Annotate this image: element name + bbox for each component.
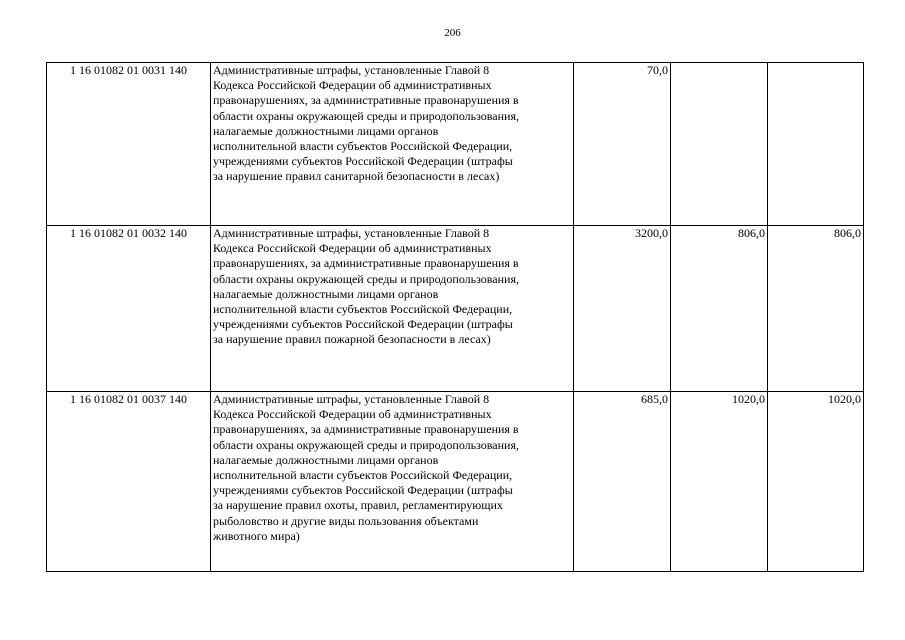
description-line: правонарушениях, за административные правонарушения в	[213, 422, 519, 437]
description-cell	[211, 226, 574, 392]
description-line: Кодекса Российской Федерации об административных	[213, 407, 492, 422]
description-cell	[211, 392, 574, 572]
description-line: за нарушение правил охоты, правил, регламентирующих	[213, 498, 503, 513]
value-cell-2: 1020,0	[671, 392, 768, 572]
description-line: исполнительной власти субъектов Российской Федерации,	[213, 139, 513, 154]
description-line: налагаемые должностными лицами органов	[213, 123, 439, 138]
budget-code-cell: 1 16 01082 01 0037 140	[47, 392, 211, 572]
description-line: налагаемые должностными лицами органов	[213, 452, 439, 467]
value-cell-2	[671, 63, 768, 226]
description-line: за нарушение правил пожарной безопасности в лесах)	[213, 332, 491, 347]
description-line: Административные штрафы, установленные Главой 8	[213, 392, 490, 406]
description-line: Кодекса Российской Федерации об административных	[213, 78, 492, 93]
description-line: области охраны окружающей среды и природопользования,	[213, 108, 519, 123]
description-line: рыболовство и другие виды пользования объектами	[213, 513, 479, 528]
description-line: учреждениями субъектов Российской Федерации (штрафы	[213, 154, 513, 169]
description-line: Кодекса Российской Федерации об административных	[213, 241, 492, 256]
description-line: исполнительной власти субъектов Российской Федерации,	[213, 302, 513, 317]
page-number: 206	[444, 27, 461, 39]
description-line: Административные штрафы, установленные Главой 8	[213, 226, 490, 240]
value-cell-1: 3200,0	[574, 226, 671, 392]
description-line: правонарушениях, за административные правонарушения в	[213, 93, 519, 108]
budget-code-cell: 1 16 01082 01 0031 140	[47, 63, 211, 226]
revenue-table	[46, 62, 864, 572]
table-row	[47, 63, 864, 226]
value-cell-3	[768, 63, 864, 226]
budget-code-cell: 1 16 01082 01 0032 140	[47, 226, 211, 392]
description-line: учреждениями субъектов Российской Федерации (штрафы	[213, 483, 513, 498]
value-cell-2: 806,0	[671, 226, 768, 392]
description-line: правонарушениях, за административные правонарушения в	[213, 256, 519, 271]
description-line: Административные штрафы, установленные Главой 8	[213, 63, 490, 77]
description-line: области охраны окружающей среды и природопользования,	[213, 271, 519, 286]
description-line: исполнительной власти субъектов Российской Федерации,	[213, 468, 513, 483]
description-line: налагаемые должностными лицами органов	[213, 286, 439, 301]
value-cell-1: 685,0	[574, 392, 671, 572]
value-cell-1: 70,0	[574, 63, 671, 226]
table-row	[47, 392, 864, 572]
description-line: области охраны окружающей среды и природопользования,	[213, 437, 519, 452]
table-row	[47, 226, 864, 392]
description-line: учреждениями субъектов Российской Федерации (штрафы	[213, 317, 513, 332]
value-cell-3: 1020,0	[768, 392, 864, 572]
description-line: животного мира)	[213, 528, 300, 543]
value-cell-3: 806,0	[768, 226, 864, 392]
description-cell	[211, 63, 574, 226]
description-line: за нарушение правил санитарной безопасности в лесах)	[213, 169, 500, 184]
